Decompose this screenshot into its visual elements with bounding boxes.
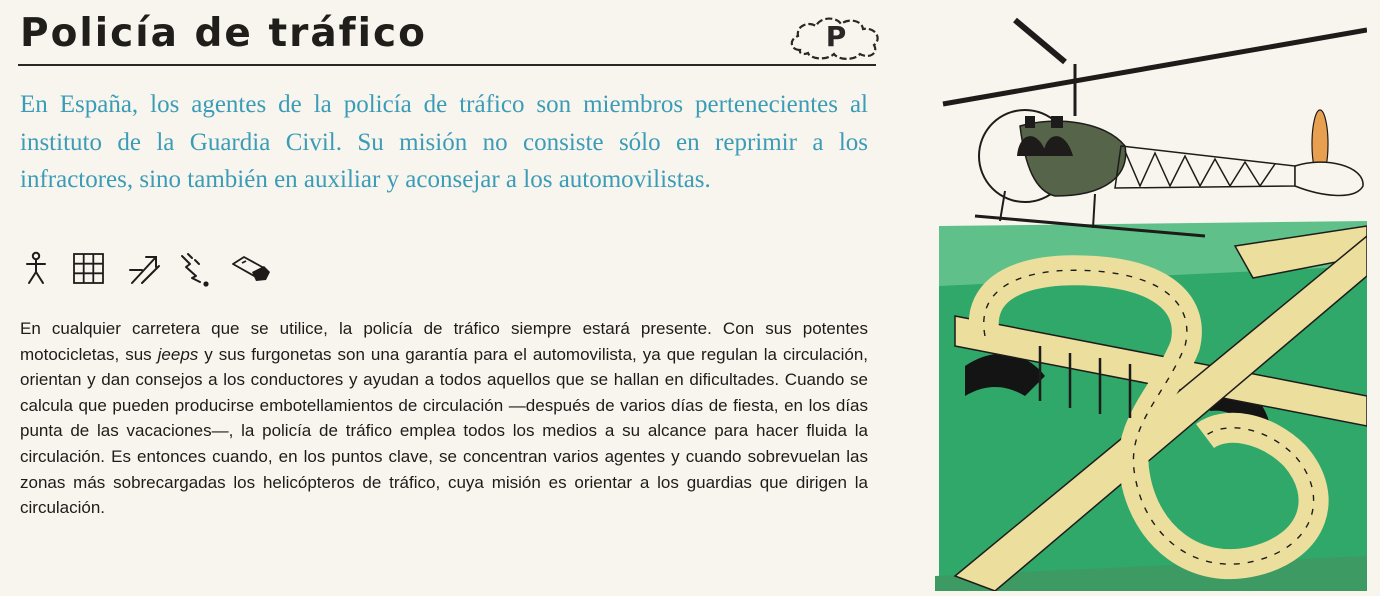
grid-icon (72, 250, 106, 286)
body-paragraph (20, 316, 868, 521)
hand-card-icon (230, 250, 272, 286)
helicopter-highway-illustration (935, 16, 1367, 591)
lead-paragraph: En España, los agentes de la policía de tráfico son miembros pertenecientes al instituto de la Guardia Civil. Su misión no consiste sólo en reprimir a los infractores, sino también en auxiliar y aconsejar a los automovilistas. (20, 91, 868, 193)
lightning-icon (178, 250, 214, 288)
arrows-icon (126, 250, 162, 286)
person-icon (20, 250, 52, 286)
section-badge (786, 14, 886, 62)
badge-letter: P (825, 20, 847, 53)
page-title: Policía de tráfico (20, 11, 427, 56)
body-text-after: y sus furgonetas son una garantía para el automovilista, ya que regulan la circulación, orientan y dan consejos a los conductores y ayudan a todos aquellos que se hallan en dificultades. Cuando se calcula que pueden producirse embotellamientos de circulación —después de varios días de fiesta, en los días punta de las vacaciones—, la policía de tráfico emplea todos los medios a su alcance para hacer fluida la circulación. Es entonces cuando, en los puntos clave, se concentran varios agentes y cuando sobrevuelan las zonas más sobrecargadas los helicópteros de tráfico, cuya misión es orientar a los guardias que dirigen la circulación. (20, 344, 868, 518)
title-rule (18, 64, 876, 66)
body-text-before: En cualquier carretera que se utilice, la policía de tráfico siempre estará presente. Con sus potentes motocicletas, sus (20, 319, 868, 364)
body-emphasis: jeeps (157, 344, 199, 364)
